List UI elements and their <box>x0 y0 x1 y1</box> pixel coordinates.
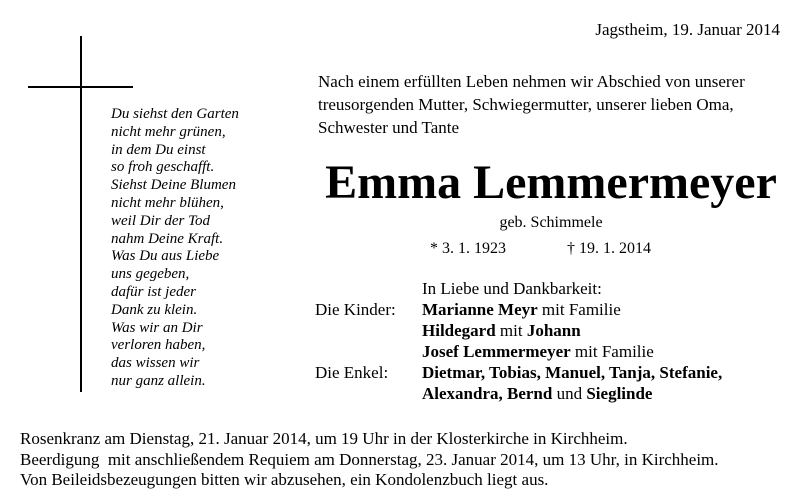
grandchildren-connector: und <box>552 384 587 403</box>
maiden-name: geb. Schimmele <box>499 214 603 231</box>
child-3-suffix: mit Familie <box>570 342 654 361</box>
poem-line: dafür ist jeder <box>111 283 196 300</box>
cross-icon-horizontal <box>28 86 133 88</box>
poem-line: das wissen wir <box>111 355 200 372</box>
place-date: Jagstheim, 19. Januar 2014 <box>595 20 780 39</box>
grandchildren-label: Die Enkel: <box>315 363 389 382</box>
rosary-notice: Rosenkranz am Dienstag, 21. Januar 2014, um 19 Uhr in der Klosterkirche in Kirchheim. <box>20 429 628 448</box>
deceased-name: Emma Lemmermeyer <box>325 156 777 209</box>
poem-line: Siehst Deine Blumen <box>111 177 236 194</box>
child-2-connector: mit <box>495 321 527 340</box>
condolence-notice: Von Beileidsbezeugungen bitten wir abzusehen, ein Kondolenzbuch liegt aus. <box>20 470 549 489</box>
poem-line: verloren haben, <box>111 337 206 354</box>
poem-line: nahm Deine Kraft. <box>111 230 224 247</box>
poem-line: nur ganz allein. <box>111 372 206 389</box>
child-1 <box>422 299 621 320</box>
poem-line: nicht mehr grünen, <box>111 123 226 140</box>
poem-line: Was wir an Dir <box>111 319 203 336</box>
poem-line: nicht mehr blühen, <box>111 194 224 211</box>
poem-line: so froh geschafft. <box>111 159 215 176</box>
grandchildren-last: Sieglinde <box>586 384 653 403</box>
child-1-name: Marianne Meyr <box>422 300 538 319</box>
poem-line: Was Du aus Liebe <box>111 248 220 265</box>
poem-line: in dem Du einst <box>111 141 206 158</box>
intro-text <box>318 70 788 139</box>
footer-notice <box>20 429 790 491</box>
poem-line: Du siehst den Garten <box>111 106 239 122</box>
family-intro: In Liebe und Dankbarkeit: <box>422 279 602 298</box>
grandchildren-line-2 <box>422 383 652 404</box>
poem-line: weil Dir der Tod <box>111 212 211 229</box>
poem-line: uns gegeben, <box>111 266 190 283</box>
poem <box>111 106 301 391</box>
child-3-name: Josef Lemmermeyer <box>422 342 571 361</box>
intro-line: Nach einem erfüllten Leben nehmen wir Abschied von unserer <box>318 72 745 91</box>
intro-line: treusorgenden Mutter, Schwiegermutter, unserer lieben Oma, <box>318 95 734 114</box>
birth-date: * 3. 1. 1923 <box>430 240 506 257</box>
cross-icon-vertical <box>80 36 82 392</box>
death-date: † 19. 1. 2014 <box>567 240 651 257</box>
child-2-spouse: Johann <box>526 321 581 340</box>
child-2 <box>422 320 581 341</box>
funeral-notice: Beerdigung mit anschließendem Requiem am Donnerstag, 23. Januar 2014, um 13 Uhr, in Kirchheim. <box>20 449 719 469</box>
poem-line: Dank zu klein. <box>111 301 198 318</box>
child-3 <box>422 341 654 362</box>
grandchildren-line-1: Dietmar, Tobias, Manuel, Tanja, Stefanie, <box>422 363 723 382</box>
grandchildren-names: Alexandra, Bernd <box>422 384 553 403</box>
child-1-suffix: mit Familie <box>537 300 621 319</box>
intro-line: Schwester und Tante <box>318 118 460 137</box>
children-label: Die Kinder: <box>315 300 396 319</box>
child-2-name: Hildegard <box>422 321 496 340</box>
